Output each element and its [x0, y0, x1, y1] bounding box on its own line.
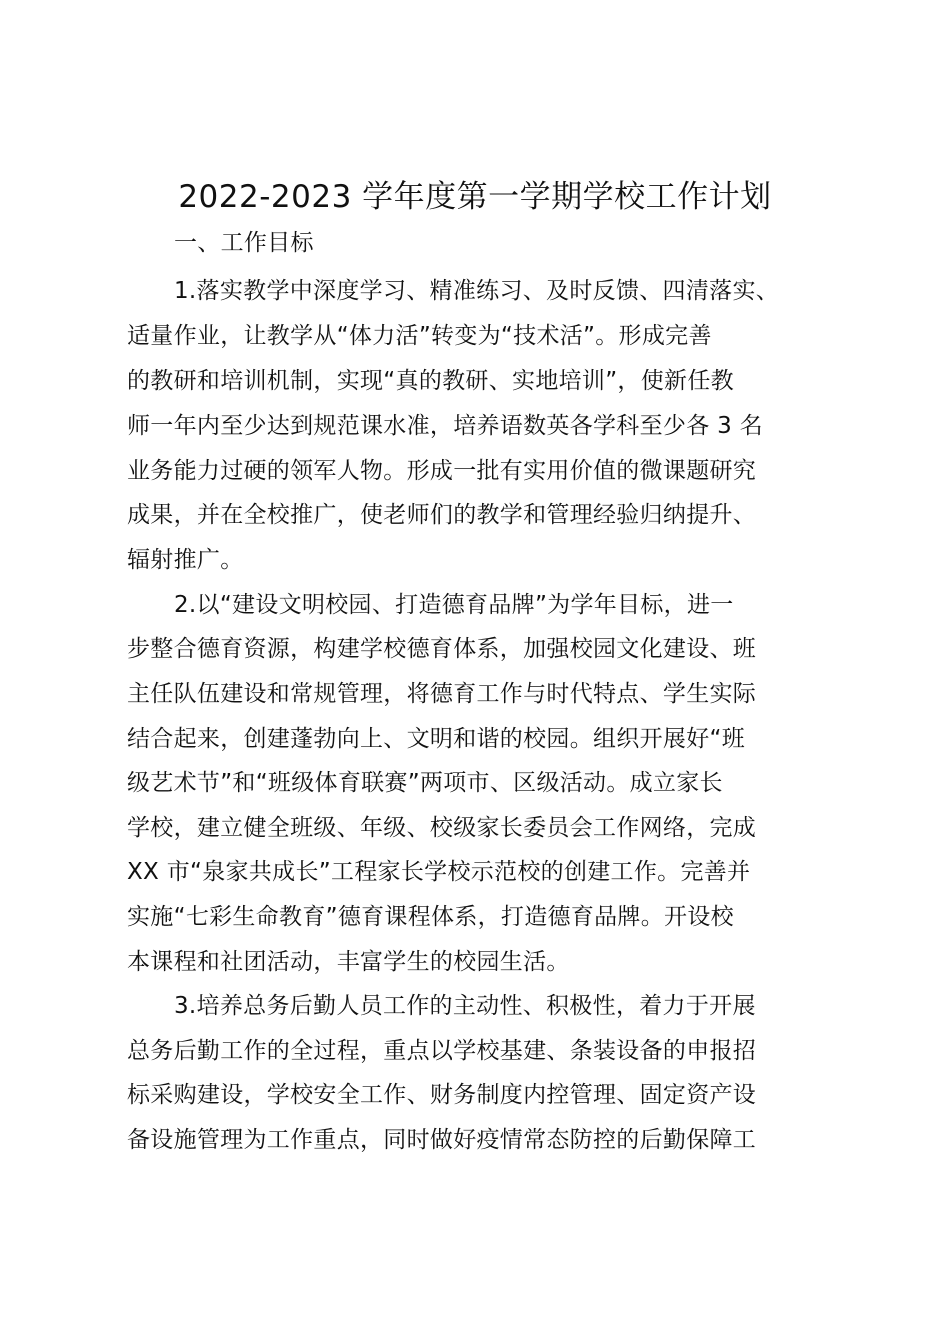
paragraph-1-line: 适量作业，让教学从“体力活”转变为“技术活”。形成完善 — [127, 323, 712, 349]
paragraph-3-line: 总务后勤工作的全过程，重点以学校基建、条装设备的申报招 — [127, 1038, 757, 1064]
paragraph-1-line: 辐射推广。 — [127, 547, 244, 573]
paragraph-2-line: 实施“七彩生命教育”德育课程体系，打造德育品牌。开设校 — [127, 904, 734, 930]
paragraph-2-line: 步整合德育资源，构建学校德育体系，加强校园文化建设、班 — [127, 636, 757, 662]
paragraph-3-line: 备设施管理为工作重点，同时做好疫情常态防控的后勤保障工 — [127, 1127, 757, 1153]
paragraph-2-line: 2.以“建设文明校园、打造德育品牌”为学年目标，进一 — [174, 592, 734, 618]
paragraph-1-line: 1.落实教学中深度学习、精准练习、及时反馈、四清落实、 — [174, 278, 780, 304]
paragraph-1-line: 的教研和培训机制，实现“真的教研、实地培训”，使新任教 — [127, 368, 734, 394]
paragraph-2-line: XX 市“泉家共成长”工程家长学校示范校的创建工作。完善并 — [127, 859, 751, 885]
paragraph-2-line: 级艺术节”和“班级体育联赛”两项市、区级活动。成立家长 — [127, 770, 723, 796]
paragraph-2-line: 本课程和社团活动，丰富学生的校园生活。 — [127, 949, 570, 975]
paragraph-3-line: 3.培养总务后勤人员工作的主动性、积极性，着力于开展 — [174, 993, 756, 1019]
paragraph-2-line: 主任队伍建设和常规管理，将德育工作与时代特点、学生实际 — [127, 681, 757, 707]
paragraph-1-line: 业务能力过硬的领军人物。形成一批有实用价值的微课题研究 — [127, 458, 757, 484]
paragraph-2-line: 结合起来，创建蓬勃向上、文明和谐的校园。组织开展好“班 — [127, 726, 746, 752]
paragraph-1-line: 成果，并在全校推广，使老师们的教学和管理经验归纳提升、 — [127, 502, 757, 528]
paragraph-2-line: 学校，建立健全班级、年级、校级家长委员会工作网络，完成 — [127, 815, 757, 841]
document-title: 2022-2023 学年度第一学期学校工作计划 — [178, 179, 772, 215]
section-heading: 一、工作目标 — [174, 230, 314, 256]
paragraph-1-line: 师一年内至少达到规范课水准，培养语数英各学科至少各 3 名 — [127, 413, 763, 439]
paragraph-3-line: 标采购建设，学校安全工作、财务制度内控管理、固定资产设 — [127, 1082, 757, 1108]
